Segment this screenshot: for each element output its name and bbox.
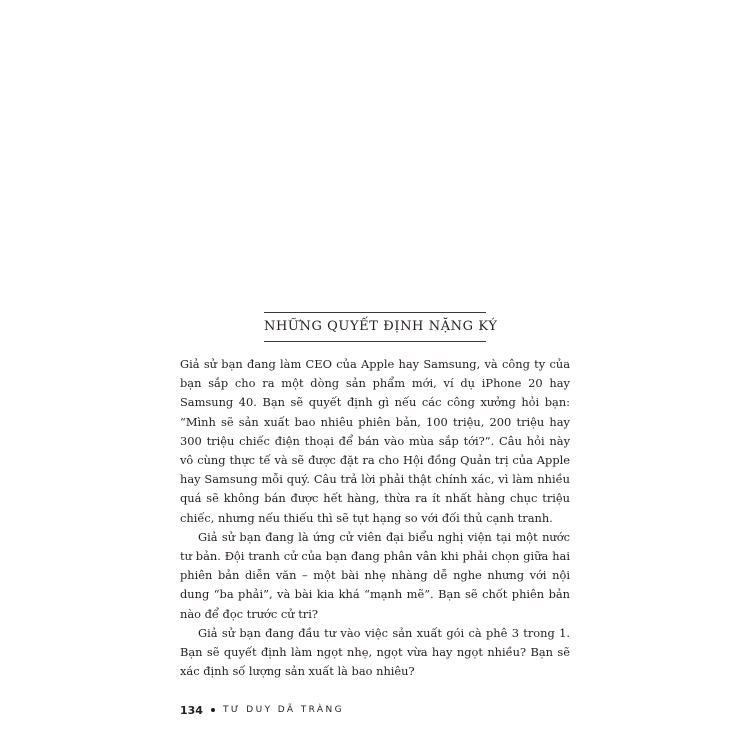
running-title: TƯ DUY DÃ TRÀNG bbox=[222, 705, 344, 715]
page-number: 134 bbox=[180, 703, 203, 717]
chapter-title: NHỮNG QUYẾT ĐỊNH NẶNG KÝ bbox=[264, 319, 498, 334]
chapter-heading bbox=[264, 312, 498, 342]
bullet-separator bbox=[211, 708, 215, 712]
body-text bbox=[180, 355, 570, 681]
page-footer bbox=[180, 702, 344, 718]
paragraph-ceo-decision: Giả sử bạn đang làm CEO của Apple hay Samsung, và công ty của bạn sắp cho ra một dòng sản phẩm mới, ví dụ iPhone 20 hay Samsung 40. Bạn sẽ quyết định gì nếu các công xưởng hỏi bạn: “Mình sẽ sản xuất bao nhiêu phiên bản, 100 triệu, 200 triệu hay 300 triệu chiếc điện thoại để bán vào mùa sắp tới?”. Câu hỏi này vô cùng thực tế và sẽ được đặt ra cho Hội đồng Quản trị của Apple hay Samsung mỗi quý. Câu trả lời phải thật chính xác, vì làm nhiều quá sẽ không bán được hết hàng, thừa ra ít nhất hàng chục triệu chiếc, nhưng nếu thiếu thì sẽ tụt hạng so với đối thủ cạnh tranh. bbox=[180, 357, 570, 525]
paragraph-election-speech: Giả sử bạn đang là ứng cử viên đại biểu nghị viện tại một nước tư bản. Đội tranh cử của bạn đang phân vân khi phải chọn giữa hai phiên bản diễn văn – một bài nhẹ nhàng dễ nghe nhưng với nội dung “ba phải”, và bài kia khá “mạnh mẽ”. Bạn sẽ chốt phiên bản nào để đọc trước cử tri? bbox=[180, 529, 570, 621]
paragraph-coffee-production: Giả sử bạn đang đầu tư vào việc sản xuất gói cà phê 3 trong 1. Bạn sẽ quyết định làm ngọt nhẹ, ngọt vừa hay ngọt nhiều? Bạn sẽ xác định số lượng sản xuất là bao nhiêu? bbox=[180, 625, 570, 679]
